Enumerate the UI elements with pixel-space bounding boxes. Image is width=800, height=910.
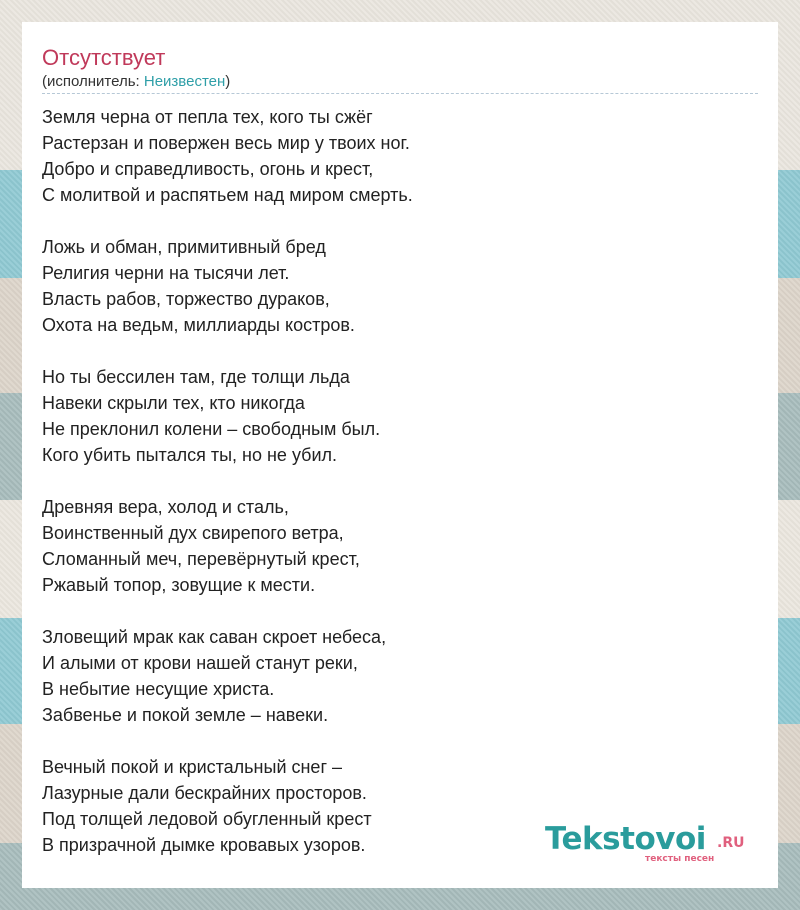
lyrics-line: Зловещий мрак как саван скроет небеса,: [42, 627, 387, 647]
lyrics-line: Охота на ведьм, миллиарды костров.: [42, 315, 355, 335]
lyrics-line: Навеки скрыли тех, кто никогда: [42, 393, 305, 413]
lyrics-line: Воинственный дух свирепого ветра,: [42, 523, 344, 543]
song-title: Отсутствует: [42, 45, 166, 70]
lyrics-line: Не преклонил колени – свободным был.: [42, 419, 381, 439]
lyrics-line: Земля черна от пепла тех, кого ты сжёг: [42, 107, 373, 127]
lyrics-line: Добро и справедливость, огонь и крест,: [42, 159, 374, 179]
lyrics-line: Власть рабов, торжество дураков,: [42, 289, 330, 309]
lyrics-card: [22, 22, 778, 888]
lyrics-line: Ложь и обман, примитивный бред: [42, 237, 326, 257]
lyrics-line: Лазурные дали бескрайних просторов.: [42, 783, 367, 803]
logo-tagline: тексты песен: [645, 854, 715, 864]
lyrics-line: Но ты бессилен там, где толщи льда: [42, 367, 350, 387]
lyrics-line: Сломанный меч, перевёрнутый крест,: [42, 549, 360, 569]
lyrics-line: С молитвой и распятьем над миром смерть.: [42, 185, 413, 205]
lyrics-line: Вечный покой и кристальный снег –: [42, 757, 343, 777]
logo-wordmark: Tekstovoi: [545, 821, 706, 857]
artist-line: [42, 72, 230, 92]
lyrics-line: И алыми от крови нашей станут реки,: [42, 653, 358, 673]
lyrics-stanza: [42, 364, 758, 468]
lyrics-line: Под толщей ледовой обугленный крест: [42, 809, 372, 829]
lyrics-stanza: [42, 624, 758, 728]
lyrics-line: Древняя вера, холод и сталь,: [42, 497, 289, 517]
title-divider: [42, 93, 758, 94]
artist-suffix: ): [225, 73, 231, 90]
lyrics-line: Растерзан и повержен весь мир у твоих ног.: [42, 133, 410, 153]
lyrics-line: Кого убить пытался ты, но не убил.: [42, 445, 338, 465]
artist-link[interactable]: Неизвестен: [143, 73, 226, 90]
lyrics-line: Забвенье и покой земле – навеки.: [42, 705, 329, 725]
artist-prefix: (исполнитель:: [42, 73, 144, 90]
lyrics-line: В небытие несущие христа.: [42, 679, 275, 699]
lyrics-stanza: [42, 494, 758, 598]
lyrics-body: [42, 104, 758, 884]
lyrics-stanza: [42, 234, 758, 338]
tekstovoi-logo[interactable]: [545, 820, 755, 866]
lyrics-line: Религия черни на тысячи лет.: [42, 263, 290, 283]
lyrics-line: Ржавый топор, зовущие к мести.: [42, 575, 316, 595]
lyrics-line: В призрачной дымке кровавых узоров.: [42, 835, 366, 855]
logo-domain: .RU: [717, 835, 745, 851]
lyrics-stanza: [42, 104, 758, 208]
